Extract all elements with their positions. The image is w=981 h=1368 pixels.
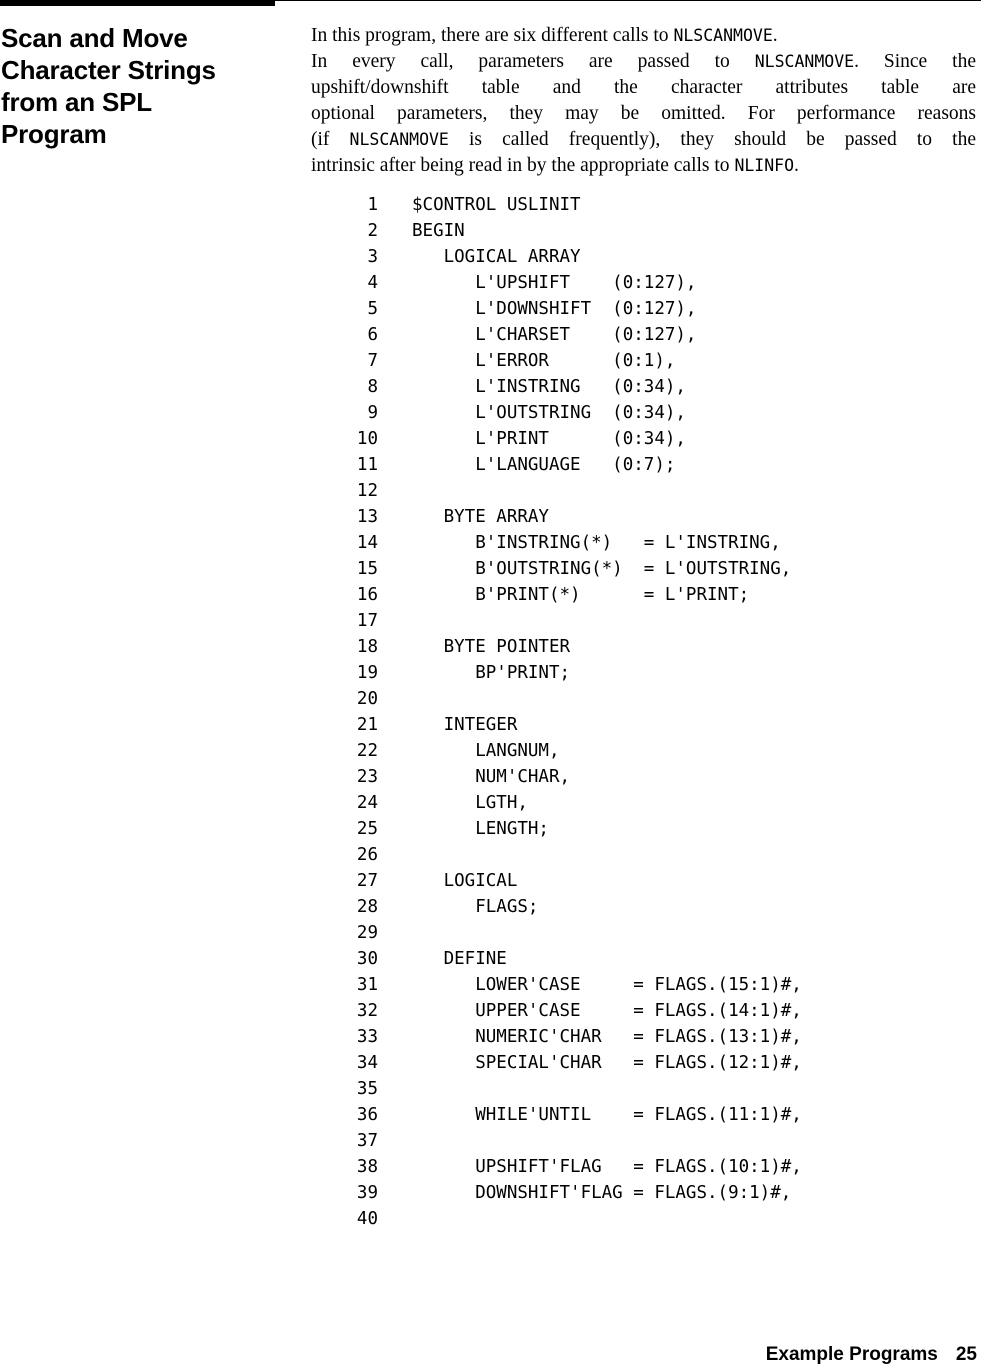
code-text: LANGNUM, bbox=[412, 741, 560, 761]
line-number: 31 bbox=[356, 975, 378, 995]
intro-code: NLSCANMOVE bbox=[673, 26, 773, 45]
intro-text: is called frequently), they should be passed to the bbox=[448, 129, 976, 150]
code-line bbox=[340, 1024, 802, 1050]
code-line bbox=[340, 868, 802, 894]
code-line bbox=[340, 1180, 802, 1206]
code-text: LGTH, bbox=[412, 793, 528, 813]
code-text: LOGICAL bbox=[412, 871, 518, 891]
code-line bbox=[340, 1154, 802, 1180]
header-rule-thick bbox=[0, 0, 275, 6]
code-line bbox=[340, 582, 802, 608]
code-text: B'OUTSTRING(*) = L'OUTSTRING, bbox=[412, 559, 792, 579]
intro-line bbox=[311, 127, 976, 153]
code-line bbox=[340, 1102, 802, 1128]
line-number: 14 bbox=[356, 533, 378, 553]
code-line bbox=[340, 296, 802, 322]
line-number: 36 bbox=[356, 1105, 378, 1125]
code-text: UPSHIFT'FLAG = FLAGS.(10:1)#, bbox=[412, 1157, 802, 1177]
code-line bbox=[340, 738, 802, 764]
line-number: 30 bbox=[356, 949, 378, 969]
intro-code: NLSCANMOVE bbox=[754, 52, 855, 71]
line-number: 38 bbox=[356, 1157, 378, 1177]
line-number: 9 bbox=[367, 403, 378, 423]
code-line bbox=[340, 504, 802, 530]
code-text: DOWNSHIFT'FLAG = FLAGS.(9:1)#, bbox=[412, 1183, 792, 1203]
code-line bbox=[340, 1206, 802, 1232]
line-number: 13 bbox=[356, 507, 378, 527]
code-line bbox=[340, 946, 802, 972]
line-number: 18 bbox=[356, 637, 378, 657]
code-line bbox=[340, 1128, 802, 1154]
code-text: L'DOWNSHIFT (0:127), bbox=[412, 299, 697, 319]
code-line bbox=[340, 816, 802, 842]
intro-line bbox=[311, 23, 976, 49]
code-text: LOGICAL ARRAY bbox=[412, 247, 581, 267]
code-text: WHILE'UNTIL = FLAGS.(11:1)#, bbox=[412, 1105, 802, 1125]
header-rule-thin bbox=[275, 0, 981, 1]
code-line bbox=[340, 1050, 802, 1076]
line-number: 27 bbox=[356, 871, 378, 891]
line-number: 40 bbox=[356, 1209, 378, 1229]
intro-paragraph bbox=[311, 23, 976, 179]
code-line bbox=[340, 920, 802, 946]
line-number: 3 bbox=[367, 247, 378, 267]
code-text: NUM'CHAR, bbox=[412, 767, 571, 787]
code-text: LENGTH; bbox=[412, 819, 549, 839]
line-number: 4 bbox=[367, 273, 378, 293]
line-number: 26 bbox=[356, 845, 378, 865]
code-text: L'CHARSET (0:127), bbox=[412, 325, 697, 345]
intro-text: In every call, parameters are passed to bbox=[311, 51, 755, 72]
line-number: 1 bbox=[367, 195, 378, 215]
line-number: 5 bbox=[367, 299, 378, 319]
line-number: 33 bbox=[356, 1027, 378, 1047]
code-line bbox=[340, 634, 802, 660]
line-number: 12 bbox=[356, 481, 378, 501]
footer-section-title: Example Programs bbox=[765, 1344, 938, 1365]
intro-text: . bbox=[772, 25, 778, 46]
code-text: BEGIN bbox=[412, 221, 465, 241]
intro-line bbox=[311, 153, 976, 179]
code-text: L'ERROR (0:1), bbox=[412, 351, 676, 371]
line-number: 28 bbox=[356, 897, 378, 917]
code-text: B'PRINT(*) = L'PRINT; bbox=[412, 585, 750, 605]
code-line bbox=[340, 322, 802, 348]
code-line bbox=[340, 452, 802, 478]
line-number: 11 bbox=[356, 455, 378, 475]
line-number: 20 bbox=[356, 689, 378, 709]
line-number: 17 bbox=[356, 611, 378, 631]
line-number: 22 bbox=[356, 741, 378, 761]
line-number: 8 bbox=[367, 377, 378, 397]
intro-line: upshift/downshift table and the character attributes table are bbox=[311, 77, 976, 98]
code-line bbox=[340, 842, 802, 868]
code-text: BYTE ARRAY bbox=[412, 507, 549, 527]
code-text: L'INSTRING (0:34), bbox=[412, 377, 686, 397]
code-text: L'OUTSTRING (0:34), bbox=[412, 403, 686, 423]
line-number: 7 bbox=[367, 351, 378, 371]
code-line bbox=[340, 348, 802, 374]
intro-line: optional parameters, they may be omitted. For performance reasons bbox=[311, 103, 976, 124]
line-number: 6 bbox=[367, 325, 378, 345]
line-number: 10 bbox=[356, 429, 378, 449]
code-line bbox=[340, 556, 802, 582]
code-line bbox=[340, 400, 802, 426]
code-line bbox=[340, 608, 802, 634]
code-line bbox=[340, 244, 802, 270]
line-number: 34 bbox=[356, 1053, 378, 1073]
code-line bbox=[340, 270, 802, 296]
intro-text: . bbox=[794, 155, 799, 176]
code-text: DEFINE bbox=[412, 949, 507, 969]
line-number: 23 bbox=[356, 767, 378, 787]
code-text: NUMERIC'CHAR = FLAGS.(13:1)#, bbox=[412, 1027, 802, 1047]
section-heading-line: Scan and Move bbox=[1, 23, 188, 53]
line-number: 24 bbox=[356, 793, 378, 813]
code-text: BYTE POINTER bbox=[412, 637, 571, 657]
section-heading bbox=[1, 22, 271, 150]
line-number: 19 bbox=[356, 663, 378, 683]
code-line bbox=[340, 478, 802, 504]
line-number: 21 bbox=[356, 715, 378, 735]
code-line bbox=[340, 530, 802, 556]
line-number: 25 bbox=[356, 819, 378, 839]
code-line bbox=[340, 660, 802, 686]
code-text: L'PRINT (0:34), bbox=[412, 429, 686, 449]
code-text: BP'PRINT; bbox=[412, 663, 571, 683]
code-line bbox=[340, 686, 802, 712]
code-text: FLAGS; bbox=[412, 897, 539, 917]
code-line bbox=[340, 1076, 802, 1102]
line-number: 35 bbox=[356, 1079, 378, 1099]
intro-text: intrinsic after being read in by the appropriate calls to bbox=[311, 155, 735, 176]
code-line bbox=[340, 764, 802, 790]
line-number: 32 bbox=[356, 1001, 378, 1021]
code-line bbox=[340, 998, 802, 1024]
intro-text: In this program, there are six different calls to bbox=[311, 25, 674, 46]
line-number: 16 bbox=[356, 585, 378, 605]
line-number: 39 bbox=[356, 1183, 378, 1203]
line-number: 37 bbox=[356, 1131, 378, 1151]
code-line bbox=[340, 894, 802, 920]
code-text: SPECIAL'CHAR = FLAGS.(12:1)#, bbox=[412, 1053, 802, 1073]
line-number: 15 bbox=[356, 559, 378, 579]
intro-code: NLSCANMOVE bbox=[349, 130, 449, 149]
code-text: INTEGER bbox=[412, 715, 518, 735]
code-text: L'LANGUAGE (0:7); bbox=[412, 455, 676, 475]
code-line bbox=[340, 790, 802, 816]
code-text: LOWER'CASE = FLAGS.(15:1)#, bbox=[412, 975, 802, 995]
page-footer bbox=[766, 1342, 977, 1368]
line-number: 2 bbox=[367, 221, 378, 241]
code-line bbox=[340, 972, 802, 998]
code-line bbox=[340, 218, 802, 244]
code-line bbox=[340, 426, 802, 452]
code-text: UPPER'CASE = FLAGS.(14:1)#, bbox=[412, 1001, 802, 1021]
code-line bbox=[340, 712, 802, 738]
page-number: 25 bbox=[955, 1344, 977, 1365]
intro-text: . Since the bbox=[854, 51, 976, 72]
code-listing bbox=[340, 192, 802, 1232]
intro-text: (if bbox=[311, 129, 350, 150]
code-text: B'INSTRING(*) = L'INSTRING, bbox=[412, 533, 781, 553]
code-line bbox=[340, 192, 802, 218]
section-heading-line: from an SPL bbox=[1, 87, 152, 117]
code-line bbox=[340, 374, 802, 400]
intro-code: NLINFO bbox=[734, 156, 795, 175]
code-text: $CONTROL USLINIT bbox=[412, 195, 581, 215]
code-text: L'UPSHIFT (0:127), bbox=[412, 273, 697, 293]
intro-line bbox=[311, 49, 976, 75]
section-heading-line: Program bbox=[1, 119, 107, 149]
line-number: 29 bbox=[356, 923, 378, 943]
section-heading-line: Character Strings bbox=[1, 55, 216, 85]
